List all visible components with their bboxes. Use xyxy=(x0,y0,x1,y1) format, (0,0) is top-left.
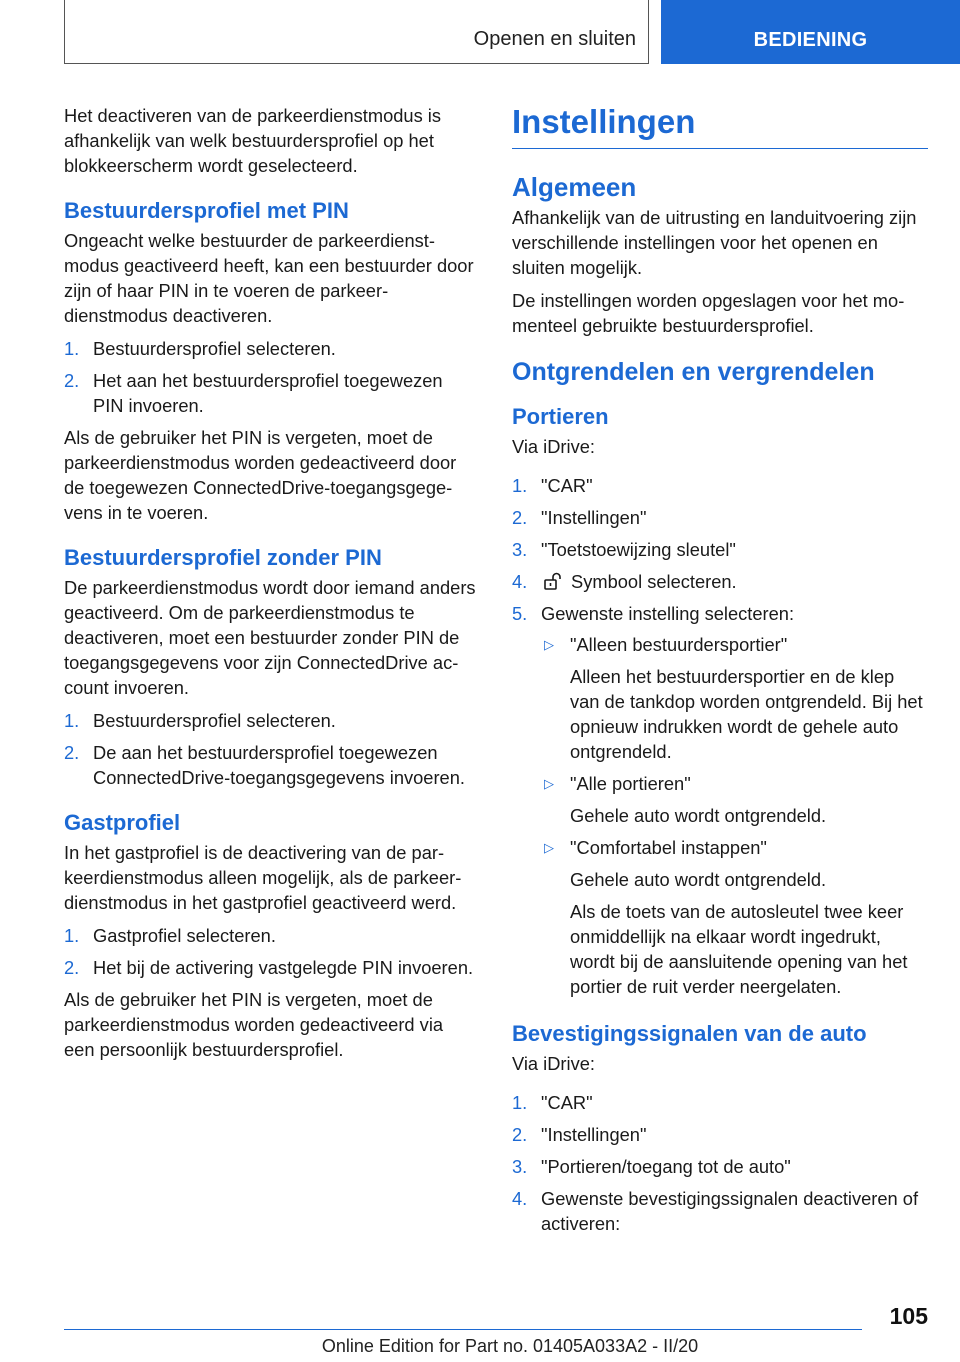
step-text: "CAR" xyxy=(541,1092,593,1113)
step-list xyxy=(64,923,478,980)
step-number: 2. xyxy=(512,507,528,528)
left-column xyxy=(64,103,478,1070)
paragraph: Als de gebruiker het PIN is vergeten, moet de parkeerdienstmodus worden gedeactiveerd via een persoonlijk bestuurdersprofiel. xyxy=(64,989,444,1060)
step-number: 4. xyxy=(512,571,528,592)
page-number: 105 xyxy=(889,1303,928,1329)
step-text: "Toetstoewijzing sleutel" xyxy=(541,539,736,560)
list-item xyxy=(512,473,928,498)
list-item xyxy=(512,1122,928,1147)
list-item xyxy=(64,368,478,418)
step-text: Het bij de activering vastgelegde PIN invoeren. xyxy=(93,957,474,978)
option-description: Gehele auto wordt ontgrendeld. xyxy=(570,805,827,826)
step-text: "Instellingen" xyxy=(541,507,647,528)
paragraph: Afhankelijk van de uitrusting en landuitvoering zijn verschillende instellingen voor het openen en sluiten mogelijk. xyxy=(512,207,917,278)
heading-portieren: Portieren xyxy=(512,404,609,429)
option-label: "Alle portieren" xyxy=(570,773,691,794)
footer-divider xyxy=(64,1329,862,1330)
list-item xyxy=(512,1186,928,1236)
step-number: 1. xyxy=(512,1092,528,1113)
option-label: "Alleen bestuurdersportier" xyxy=(570,634,788,655)
heading-gastprofiel: Gastprofiel xyxy=(64,810,181,835)
option-label: "Comfortabel instappen" xyxy=(570,837,767,858)
list-item xyxy=(64,708,478,733)
heading-algemeen: Algemeen xyxy=(512,172,637,202)
heading-profiel-zonder-pin: Bestuurdersprofiel zonder PIN xyxy=(64,545,382,570)
step-list xyxy=(512,473,928,999)
option-item xyxy=(541,632,928,764)
list-item xyxy=(512,1090,928,1115)
right-column xyxy=(512,102,928,1243)
step-number: 3. xyxy=(512,1156,528,1177)
step-list xyxy=(64,708,478,790)
option-item xyxy=(541,835,928,999)
heading-bevestigingssignalen: Bevestigingssignalen van de auto xyxy=(512,1021,867,1046)
step-list xyxy=(64,336,478,418)
list-item xyxy=(64,923,478,948)
step-number: 1. xyxy=(64,925,80,946)
step-number: 2. xyxy=(64,957,80,978)
list-item xyxy=(512,1154,928,1179)
step-text: "Instellingen" xyxy=(541,1124,647,1145)
option-list xyxy=(541,632,928,999)
heading-ontgrendelen: Ontgrendelen en vergrendelen xyxy=(512,358,875,386)
triangle-bullet-icon: ▷ xyxy=(544,637,554,652)
step-number: 4. xyxy=(512,1188,528,1209)
step-number: 1. xyxy=(64,338,80,359)
step-text: Bestuurdersprofiel selecteren. xyxy=(93,338,336,359)
list-item xyxy=(512,601,928,999)
option-description: Als de toets van de autosleutel twee keer onmiddellijk na elkaar wordt ingedrukt, wordt bij de aansluitende opening van het portier de ruit verder neergelaten. xyxy=(570,901,908,997)
header-section-box xyxy=(64,0,649,64)
list-item xyxy=(512,537,928,562)
option-item xyxy=(541,771,928,828)
step-text: Gastprofiel selecteren. xyxy=(93,925,276,946)
paragraph: Ongeacht welke bestuurder de parkeerdienstmodus geactiveerd heeft, kan een bestuurder door zijn of haar PIN in te voeren de parkeerdienstmodus deactiveren. xyxy=(64,230,474,326)
step-number: 2. xyxy=(512,1124,528,1145)
step-text: Gewenste instelling selecteren: xyxy=(541,603,795,624)
list-item xyxy=(512,505,928,530)
paragraph: De parkeerdienstmodus wordt door iemand anders geactiveerd. Om de parkeerdienstmodus te deactiveren, moet een bestuurder zonder PIN de toegangsgegevens voor zijn ConnectedDrive account invoeren. xyxy=(64,577,476,698)
step-list xyxy=(512,1090,928,1236)
paragraph: De instellingen worden opgeslagen voor het momenteel gebruikte bestuurdersprofiel. xyxy=(512,290,905,336)
step-number: 2. xyxy=(64,370,80,391)
step-number: 1. xyxy=(64,710,80,731)
list-item xyxy=(64,740,478,790)
triangle-bullet-icon: ▷ xyxy=(544,776,554,791)
step-number: 3. xyxy=(512,539,528,560)
step-text: Gewenste bevestigingssignalen deactiveren of activeren: xyxy=(541,1188,919,1234)
paragraph: Als de gebruiker het PIN is vergeten, moet de parkeerdienstmodus worden gedeactiveerd door de toegewezen ConnectedDrive-toegangsgegevens in te voeren. xyxy=(64,427,457,523)
intro-paragraph: Het deactiveren van de parkeerdienstmodus is afhankelijk van welk bestuurdersprofiel op het blokkeerscherm wordt geselecteerd. xyxy=(64,105,442,176)
unlock-icon xyxy=(543,572,565,590)
chapter-tab-label: BEDIENING xyxy=(753,29,868,51)
step-text: De aan het bestuurdersprofiel toegewezen ConnectedDrive-toegangsgegevens invoeren. xyxy=(93,742,465,788)
footer-edition: Online Edition for Part no. 01405A033A2 - II/20 xyxy=(321,1336,699,1356)
paragraph: In het gastprofiel is de deactivering van de parkeerdienstmodus alleen mogelijk, als de parkeerdienstmodus in het gastprofiel geactiveerd werd. xyxy=(64,842,462,913)
step-text: Symbool selecteren. xyxy=(571,571,737,592)
step-number: 1. xyxy=(512,475,528,496)
option-description: Alleen het bestuurdersportier en de klep van de tankdop worden ontgrendeld. Bij het opnieuw indrukken wordt de gehele auto ontgrendeld. xyxy=(570,666,923,762)
step-text: "Portieren/toegang tot de auto" xyxy=(541,1156,791,1177)
option-description: Gehele auto wordt ontgrendeld. xyxy=(570,869,827,890)
step-text: "CAR" xyxy=(541,475,593,496)
list-item xyxy=(64,336,478,361)
list-item xyxy=(64,955,478,980)
chapter-tab xyxy=(661,0,960,64)
step-number: 2. xyxy=(64,742,80,763)
triangle-bullet-icon: ▷ xyxy=(544,840,554,855)
step-text: Bestuurdersprofiel selecteren. xyxy=(93,710,336,731)
step-number: 5. xyxy=(512,603,528,624)
page-title: Instellingen xyxy=(512,102,928,149)
heading-profiel-met-pin: Bestuurdersprofiel met PIN xyxy=(64,198,349,223)
via-idrive: Via iDrive: xyxy=(512,1053,595,1074)
list-item xyxy=(512,569,928,594)
via-idrive: Via iDrive: xyxy=(512,436,595,457)
step-text: Het aan het bestuurdersprofiel toegewezen PIN invoeren. xyxy=(93,370,443,416)
section-title: Openen en sluiten xyxy=(473,28,636,50)
